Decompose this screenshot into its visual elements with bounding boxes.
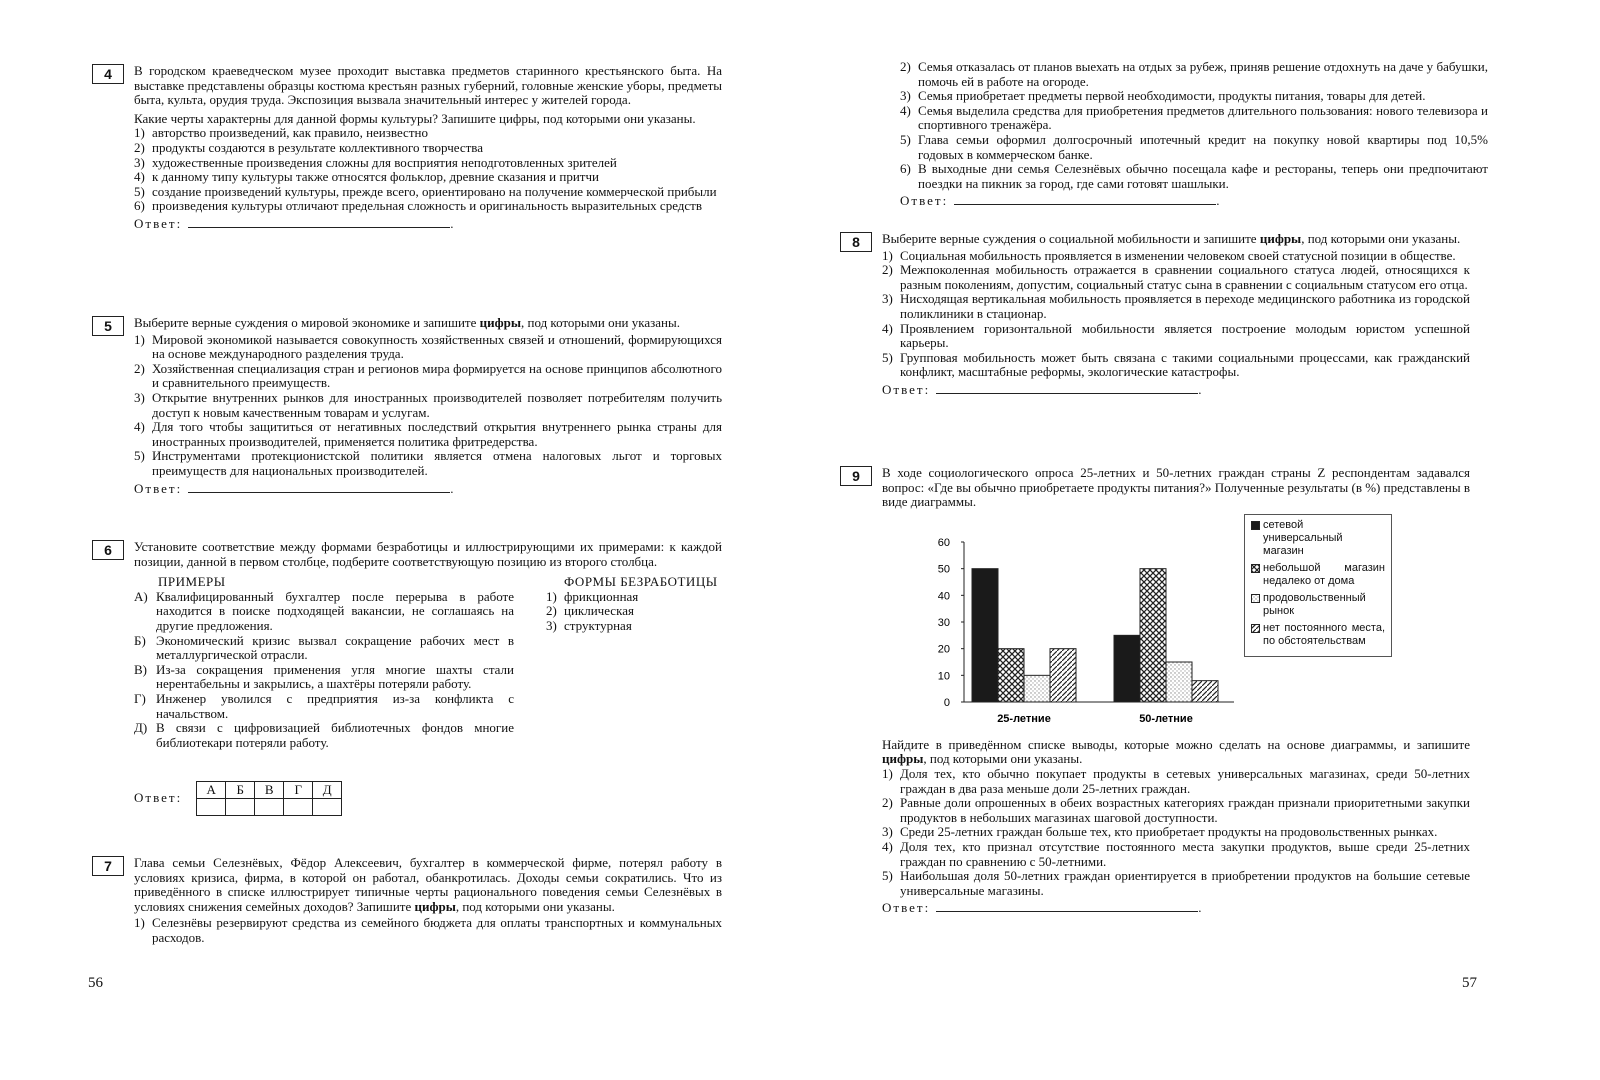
option-text: Групповая мобильность может быть связана с такими социальными процессами, как гражданский конфликт, масштабные реформы, экологические катастрофы. [900,349,1470,380]
legend-swatch-rect [1252,594,1260,602]
answer-row: Ответ: . [882,381,1204,397]
option-item [546,619,736,634]
option-text: к данному типу культуры также относятся фольклор, древние сказания и притчи [152,169,599,185]
answer-column-header: Д [313,782,342,799]
option-text: Доля тех, кто обычно покупает продукты в сетевых универсальных магазинах, среди 50-летних граждан в два раза меньше доли 25-летних граждан. [900,765,1470,796]
option-item [134,663,514,692]
answer-column-header: В [255,782,284,799]
task-4 [92,64,722,232]
task-intro: В городском краеведческом музее проходит выставка предметов старинного крестьянского быта. На выставке представлены образцы костюма крестьян разных губерний, головные женские уборы, предметы быта, культа, орудия труда. Экспозиция вызвала значительный интерес у жителей города. [134,63,722,108]
option-text: Хозяйственная специализация стран и регионов мира формируется на основе принципов абсолютного и сравнительного преимуществ. [152,360,722,391]
answer-row: Ответ: . [134,215,456,231]
option-number: А) [134,588,148,604]
bar-3-2 [1166,662,1192,702]
option-number: 1) [134,125,145,141]
task-intro: В ходе социологического опроса 25-летних и 50-летних граждан страны Z респондентам задавался вопрос: «Где вы обычно приобретаете продукты питания?» Полученные результаты (в %) представлены в виде диаграммы. [882,465,1470,510]
option-item [134,199,722,214]
y-tick-label: 20 [937,643,950,656]
option-item [134,170,722,185]
option-number: 6) [134,198,145,214]
answer-field[interactable] [188,227,450,228]
answer-cell[interactable] [255,799,284,816]
option-item [134,185,722,200]
legend-entry [1251,562,1385,588]
option-number: 1) [134,331,145,347]
x-category-label: 50-летние [1139,712,1193,725]
option-item [882,869,1470,898]
legend-swatch-rect [1252,564,1260,572]
legend-swatch [1251,594,1260,603]
column-header-forms: ФОРМЫ БЕЗРАБОТИЦЫ [564,574,718,590]
option-item [134,692,514,721]
option-text: Инженер уволился с предприятия из-за конфликта с начальством. [156,690,514,721]
task-intro: Выберите верные суждения о социальной мобильности и запишите цифры, под которыми они указаны. [882,231,1461,246]
answer-label: Ответ: [134,790,183,806]
column-header-examples: ПРИМЕРЫ [158,574,226,590]
task-intro: Установите соответствие между формами безработицы и иллюстрирующими их примерами: к каждой позиции, данной в первом столбце, подберите соответствующую позицию из второго столбца. [134,539,722,569]
option-item [882,351,1470,380]
page-number: 56 [88,975,103,991]
answer-field[interactable] [954,204,1216,205]
task-question: Какие черты характерны для данной формы культуры? Запишите цифры, под которыми они указаны. [134,110,696,126]
option-number: 2) [134,360,145,376]
legend-swatch-rect [1252,521,1260,529]
option-number: 6) [900,161,911,177]
option-text: Социальная мобильность проявляется в изменении человеком своей статусной позиции в обществе. [900,247,1456,263]
answer-field[interactable] [936,393,1198,394]
options-list [134,916,722,945]
option-text: Проявлением горизонтальной мобильности является построение молодым юристом успешной карьеры. [900,320,1470,351]
answer-table [196,781,342,816]
answer-label: Ответ: [134,480,183,496]
task-question: Найдите в приведённом списке выводы, которые можно сделать на основе диаграммы, и запишите цифры, под которыми они указаны. [882,736,1470,767]
option-number: 5) [882,349,893,365]
option-item [882,767,1470,796]
option-item [134,126,722,141]
option-number: 4) [134,169,145,185]
options-list [900,60,1488,191]
option-number: 4) [900,102,911,118]
option-number: Г) [134,690,146,706]
bar-3-1 [1024,675,1050,702]
option-text: художественные произведения сложны для восприятия неподготовленных зрителей [152,154,617,170]
task-number: 5 [92,316,124,336]
option-item [882,796,1470,825]
option-text: Равные доли опрошенных в обеих возрастных категориях граждан признали приоритетными закупки продуктов в небольших магазинах шаговой доступности. [900,795,1470,825]
task-number: 6 [92,540,124,560]
option-text: Селезнёвы резервируют средства из семейного бюджета для оплаты транспортных и коммунальных расходов. [152,915,722,945]
legend-swatch [1251,564,1260,573]
legend-label: нет постоянного места, по обстоятельствам [1263,621,1385,647]
answer-label: Ответ: [882,900,931,916]
option-number: 2) [882,795,893,811]
option-number: 3) [134,389,145,405]
bar-2-1 [998,648,1024,701]
option-text: авторство произведений, как правило, неизвестно [152,125,428,141]
bar-2-2 [1140,568,1166,701]
option-number: 3) [882,824,893,840]
task-number: 4 [92,64,124,84]
option-number: 5) [900,131,911,147]
option-number: 3) [546,617,557,633]
option-text: Открытие внутренних рынков для иностранных производителей позволяет потребителям получить доступ к новым качественным товарам и услугам. [152,389,722,420]
answer-cell[interactable] [226,799,255,816]
task-9 [840,466,1470,916]
option-number: 4) [882,320,893,336]
bar-4-1 [1050,648,1076,701]
y-tick-label: 30 [937,616,950,629]
answer-row [134,781,722,816]
legend-entry [1251,519,1385,558]
option-number: 5) [134,448,145,464]
option-number: 2) [546,603,557,619]
option-item [882,249,1470,264]
answer-field[interactable] [188,492,450,493]
option-text: Семья выделила средства для приобретения предметов длительного пользования: нового телевизора и спортивного тренажёра. [918,102,1488,133]
option-number: 3) [134,154,145,170]
option-number: 2) [882,262,893,278]
option-item [882,825,1470,840]
option-number: 1) [882,247,893,263]
answer-row: Ответ: . [900,193,1222,209]
legend-entry [1251,592,1385,618]
option-item [134,391,722,420]
option-item [134,449,722,478]
options-list [134,333,722,479]
answer-row: Ответ: . [882,900,1204,916]
legend-swatch [1251,624,1260,633]
right-page [800,0,1600,1080]
option-text: Для того чтобы защититься от негативных последствий открытия внутреннего рынка страны для иностранных производителей, применяется политика фритредерства. [152,419,722,449]
option-text: продукты создаются в результате коллективного творчества [152,139,484,155]
option-item [900,162,1488,191]
answer-column-header: Б [226,782,255,799]
task-8 [840,232,1470,398]
option-number: Д) [134,720,148,736]
y-tick-label: 10 [937,670,950,683]
bar-1-2 [1114,635,1140,702]
option-text: Среди 25-летних граждан больше тех, кто приобретает продукты на продовольственных рынках. [900,824,1438,840]
option-text: Мировой экономикой называется совокупность хозяйственных связей и отношений, формирующихся на основе международного разделения труда. [152,331,722,362]
legend-swatch-rect [1252,624,1260,632]
option-number: 5) [882,868,893,884]
task-number: 9 [840,466,872,486]
answer-column-header: А [197,782,226,799]
legend-label: небольшой магазин недалеко от дома [1263,561,1385,587]
task-5 [92,316,722,496]
option-item [882,322,1470,351]
option-text: Доля тех, кто признал отсутствие постоянного места закупки продуктов, выше среди 25-летних граждан по сравнению с 50-летними. [900,838,1470,869]
option-text: Инструментами протекционистской политики является отмена налоговых льгот и торговых преимуществ для национальных производителей. [152,448,722,478]
option-number: 4) [882,838,893,854]
options-list [134,126,722,214]
option-item [134,590,514,634]
option-number: 3) [882,291,893,307]
option-number: 1) [882,765,893,781]
legend-swatch [1251,521,1260,530]
option-number: 2) [134,139,145,155]
option-item [900,60,1488,89]
forms-list [546,590,736,634]
option-number: 4) [134,419,145,435]
option-item [134,916,722,945]
option-text: циклическая [564,603,634,619]
option-text: В выходные дни семья Селезнёвых обычно посещала кафе и рестораны, теперь они предпочитают поездки на пикник за город, где сами готовят шашлыки. [918,161,1488,191]
option-item [900,104,1488,133]
option-text: В связи с цифровизацией библиотечных фондов многие библиотекари потеряли работу. [156,720,514,750]
task-7-continued [858,60,1488,209]
option-item [882,292,1470,321]
option-text: произведения культуры отличают предельная сложность и оригинальность выразительных средств [152,198,702,214]
option-item [134,420,722,449]
task-6 [92,540,722,816]
y-tick-label: 40 [937,590,950,603]
answer-row: Ответ: . [134,480,456,496]
option-number: 1) [546,588,557,604]
task-number: 7 [92,856,124,876]
option-text: Из-за сокращения применения угля многие шахты стали нерентабельны и закрылись, а шахтёры потеряли работу. [156,661,514,692]
option-item [900,133,1488,162]
option-item [882,840,1470,869]
option-text: Экономический кризис вызвал сокращение рабочих мест в металлургической отрасли. [156,632,514,663]
answer-column-header: Г [284,782,313,799]
option-text: структурная [564,617,632,633]
option-item [546,604,736,619]
option-text: Межпоколенная мобильность отражается в сравнении социального статуса людей, относящихся к разным поколениям, допустим, социальный статус сына в сравнении с социальным статусом его отца. [900,262,1470,292]
option-item [134,141,722,156]
option-item [900,89,1488,104]
option-text: Наибольшая доля 50-летних граждан ориентируется в приобретении продуктов на большие сетевые универсальные магазины. [900,868,1470,898]
answer-cell[interactable] [197,799,226,816]
option-item [134,362,722,391]
bar-4-2 [1192,680,1218,701]
option-text: фрикционная [564,588,639,604]
options-list [882,249,1470,380]
option-item [134,333,722,362]
answer-field[interactable] [936,911,1198,912]
option-text: Глава семьи оформил долгосрочный ипотечный кредит на покупку новой квартиры под 10,5% годовых в коммерческом банке. [918,131,1488,162]
legend-entry [1251,622,1385,648]
answer-label: Ответ: [882,381,931,397]
option-number: 1) [134,915,145,931]
option-text: Семья приобретает предметы первой необходимости, продукты питания, товары для детей. [918,88,1426,104]
option-text: создание произведений культуры, прежде всего, ориентировано на получение коммерческой прибыли [152,183,717,199]
y-tick-label: 50 [937,563,950,576]
option-text: Семья отказалась от планов выехать на отдых за рубеж, приняв решение отдохнуть на даче у бабушки, помочь ей в работе на огороде. [918,59,1488,89]
option-number: 2) [900,59,911,74]
option-text: Квалифицированный бухгалтер после перерыва в работе находится в поиске подходящей вакансии, не соглашаясь на другие предложения. [156,588,514,633]
task-7 [92,856,722,946]
option-item [134,721,514,750]
option-number: Б) [134,632,146,648]
task-intro: Выберите верные суждения о мировой экономике и запишите цифры, под которыми они указаны. [134,315,680,330]
option-item [546,590,736,605]
options-list [882,767,1470,898]
option-number: 3) [900,88,911,104]
bar-1-1 [972,568,998,701]
option-number: 5) [134,183,145,199]
answer-cell[interactable] [313,799,342,816]
page-number: 57 [1462,975,1477,991]
option-item [882,263,1470,292]
legend-label: продовольственный рынок [1263,591,1366,617]
examples-list [134,590,514,751]
answer-label: Ответ: [900,193,949,209]
y-tick-label: 0 [943,696,950,709]
chart-container [882,510,1470,724]
legend-label: сетевой универсальный магазин [1263,518,1343,557]
option-item [134,156,722,171]
option-item [134,634,514,663]
task-number: 8 [840,232,872,252]
task-intro: Глава семьи Селезнёвых, Фёдор Алексеевич, бухгалтер в коммерческой фирме, потерял работу в условиях кризиса, фирма, в которой он работал, обанкротилась. Доходы семьи сократились. Что из приведённого в списке иллюстрирует типичные черты рационального поведения семьи Селезнёвых в условиях снижения семейных доходов? Запишите цифры, под которыми они указаны. [134,855,722,914]
option-number: В) [134,661,147,677]
y-tick-label: 60 [937,536,950,549]
answer-cell[interactable] [284,799,313,816]
x-category-label: 25-летние [997,712,1051,725]
answer-label: Ответ: [134,215,183,231]
option-text: Нисходящая вертикальная мобильность проявляется в переходе медицинского работника из городской поликлиники в стационар. [900,291,1470,321]
chart-legend [1244,514,1392,657]
